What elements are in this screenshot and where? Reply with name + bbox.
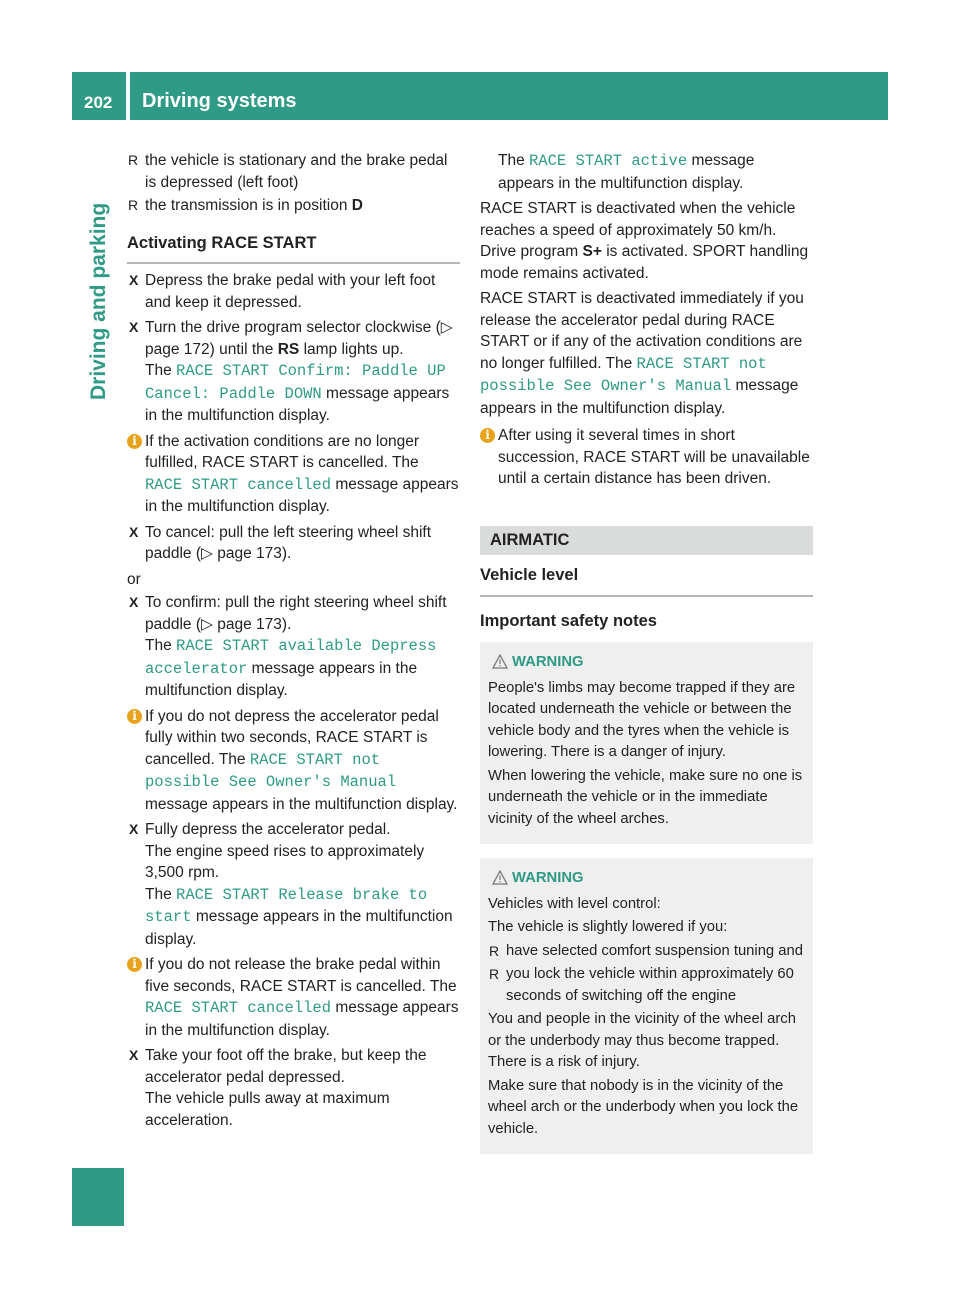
info-note: i If you do not release the brake pedal within five seconds, RACE START is cancelled. The RACE START cancelled message appears in the multifunction display.	[127, 954, 460, 1041]
header-divider	[126, 72, 130, 120]
subsection-heading: Important safety notes	[480, 611, 657, 630]
or-text: or	[127, 570, 141, 588]
paragraph: RACE START is deactivated when the vehicle reaches a speed of approximately 50 km/h. Drive program S+ is activated. SPORT handling mode remains activated.	[480, 200, 809, 282]
step-item: X To confirm: pull the right steering wheel shift paddle (▷ page 173). The RACE START available Depress accelerator message appears in the multifunction display.	[129, 594, 447, 699]
list-item: R the vehicle is stationary and the brake pedal is depressed (left foot)	[127, 150, 460, 193]
warning-triangle-icon	[492, 654, 508, 670]
warning-text: People's limbs may become trapped if they are located underneath the vehicle or between the vehicle body and the tyres when the vehicle is lowering. There is a danger of injury.	[488, 679, 796, 760]
display-message: RACE START Release brake to start	[145, 885, 428, 926]
display-message: RACE START active	[529, 152, 688, 170]
step-item: X Depress the brake pedal with your left foot and keep it depressed.	[129, 272, 436, 311]
info-icon: i	[127, 434, 142, 449]
info-note: i If you do not depress the accelerator pedal fully within two seconds, RACE START is cancelled. The RACE START not possible See Owner's Manual message appears in the multifunction display.	[127, 706, 460, 816]
warning-text: You and people in the vicinity of the wheel arch or the underbody may thus become trapped. There is a risk of injury.	[488, 1011, 796, 1070]
info-icon: i	[127, 709, 142, 724]
step-item: X To cancel: pull the left steering wheel shift paddle (▷ page 173).	[129, 523, 432, 562]
warning-text: The vehicle is slightly lowered if you:	[488, 919, 728, 935]
info-icon: i	[127, 957, 142, 972]
warning-text: Make sure that nobody is in the vicinity of the wheel arch or the underbody when you lock the vehicle.	[488, 1077, 799, 1137]
warning-text: Vehicles with level control:	[488, 895, 661, 912]
warning-box	[480, 858, 813, 1154]
warning-triangle-icon	[492, 870, 508, 886]
side-chapter-block	[72, 1168, 124, 1226]
warning-text: When lowering the vehicle, make sure no one is underneath the vehicle or in the immediate vicinity of the wheel arches.	[488, 767, 803, 827]
right-column	[480, 150, 813, 1154]
paragraph: RACE START is deactivated immediately if you release the accelerator pedal during RACE START or if any of the activation conditions are no longer fulfilled. The RACE START not possible See Owner's Manual message appears in the multifunction display.	[480, 290, 804, 417]
warning-title: WARNING	[488, 868, 805, 890]
display-message: RACE START cancelled	[145, 999, 332, 1017]
display-message: RACE START Confirm: Paddle UP Cancel: Paddle DOWN	[145, 362, 446, 403]
step-marker-icon: X	[129, 523, 139, 540]
step-item: X Fully depress the accelerator pedal. The engine speed rises to approximately 3,500 rpm. The RACE START Release brake to start message appears in the multifunction display.	[129, 821, 453, 948]
step-marker-icon: X	[129, 319, 139, 335]
section-heading: Activating RACE START	[127, 233, 460, 265]
step-item: X Take your foot off the brake, but keep the accelerator pedal depressed. The vehicle pulls away at maximum acceleration.	[129, 1047, 427, 1129]
step-marker-icon: X	[129, 272, 139, 288]
display-message: RACE START not possible See Owner's Manual	[145, 750, 397, 791]
chapter-band: AIRMATIC	[480, 526, 813, 556]
page-number: 202	[84, 93, 113, 112]
list-item: R you lock the vehicle within approximately 60 seconds of switching off the engine	[488, 964, 805, 1007]
display-message: RACE START cancelled	[145, 475, 332, 494]
step-marker-icon: X	[129, 821, 139, 837]
info-icon: i	[480, 428, 495, 443]
step-continuation: The RACE START active message appears in the multifunction display.	[498, 152, 755, 192]
info-note: i If the activation conditions are no longer fulfilled, RACE START is cancelled. The RACE START cancelled message appears in the multifunction display.	[127, 431, 460, 518]
info-note: i After using it several times in short succession, RACE START will be unavailable until a certain distance has been driven.	[480, 425, 813, 490]
left-column	[127, 150, 460, 1135]
warning-title: WARNING	[488, 652, 805, 674]
list-item: R have selected comfort suspension tuning and	[488, 941, 805, 963]
side-chapter-label: Driving and parking	[87, 202, 110, 400]
display-message: RACE START not possible See Owner's Manual	[480, 354, 767, 395]
section-heading: Vehicle level	[480, 565, 813, 597]
step-marker-icon: X	[129, 594, 139, 610]
step-item: X Turn the drive program selector clockwise (▷ page 172) until the RS lamp lights up. The RACE START Confirm: Paddle UP Cancel: Paddle DOWN message appears in the multifunction display.	[129, 319, 453, 424]
warning-box	[480, 642, 813, 844]
page-header	[72, 72, 888, 120]
list-item: R the transmission is in position D	[127, 195, 460, 217]
section-title: Driving systems	[142, 90, 297, 112]
step-marker-icon: X	[129, 1047, 139, 1063]
display-message: RACE START available Depress accelerator	[145, 637, 437, 678]
